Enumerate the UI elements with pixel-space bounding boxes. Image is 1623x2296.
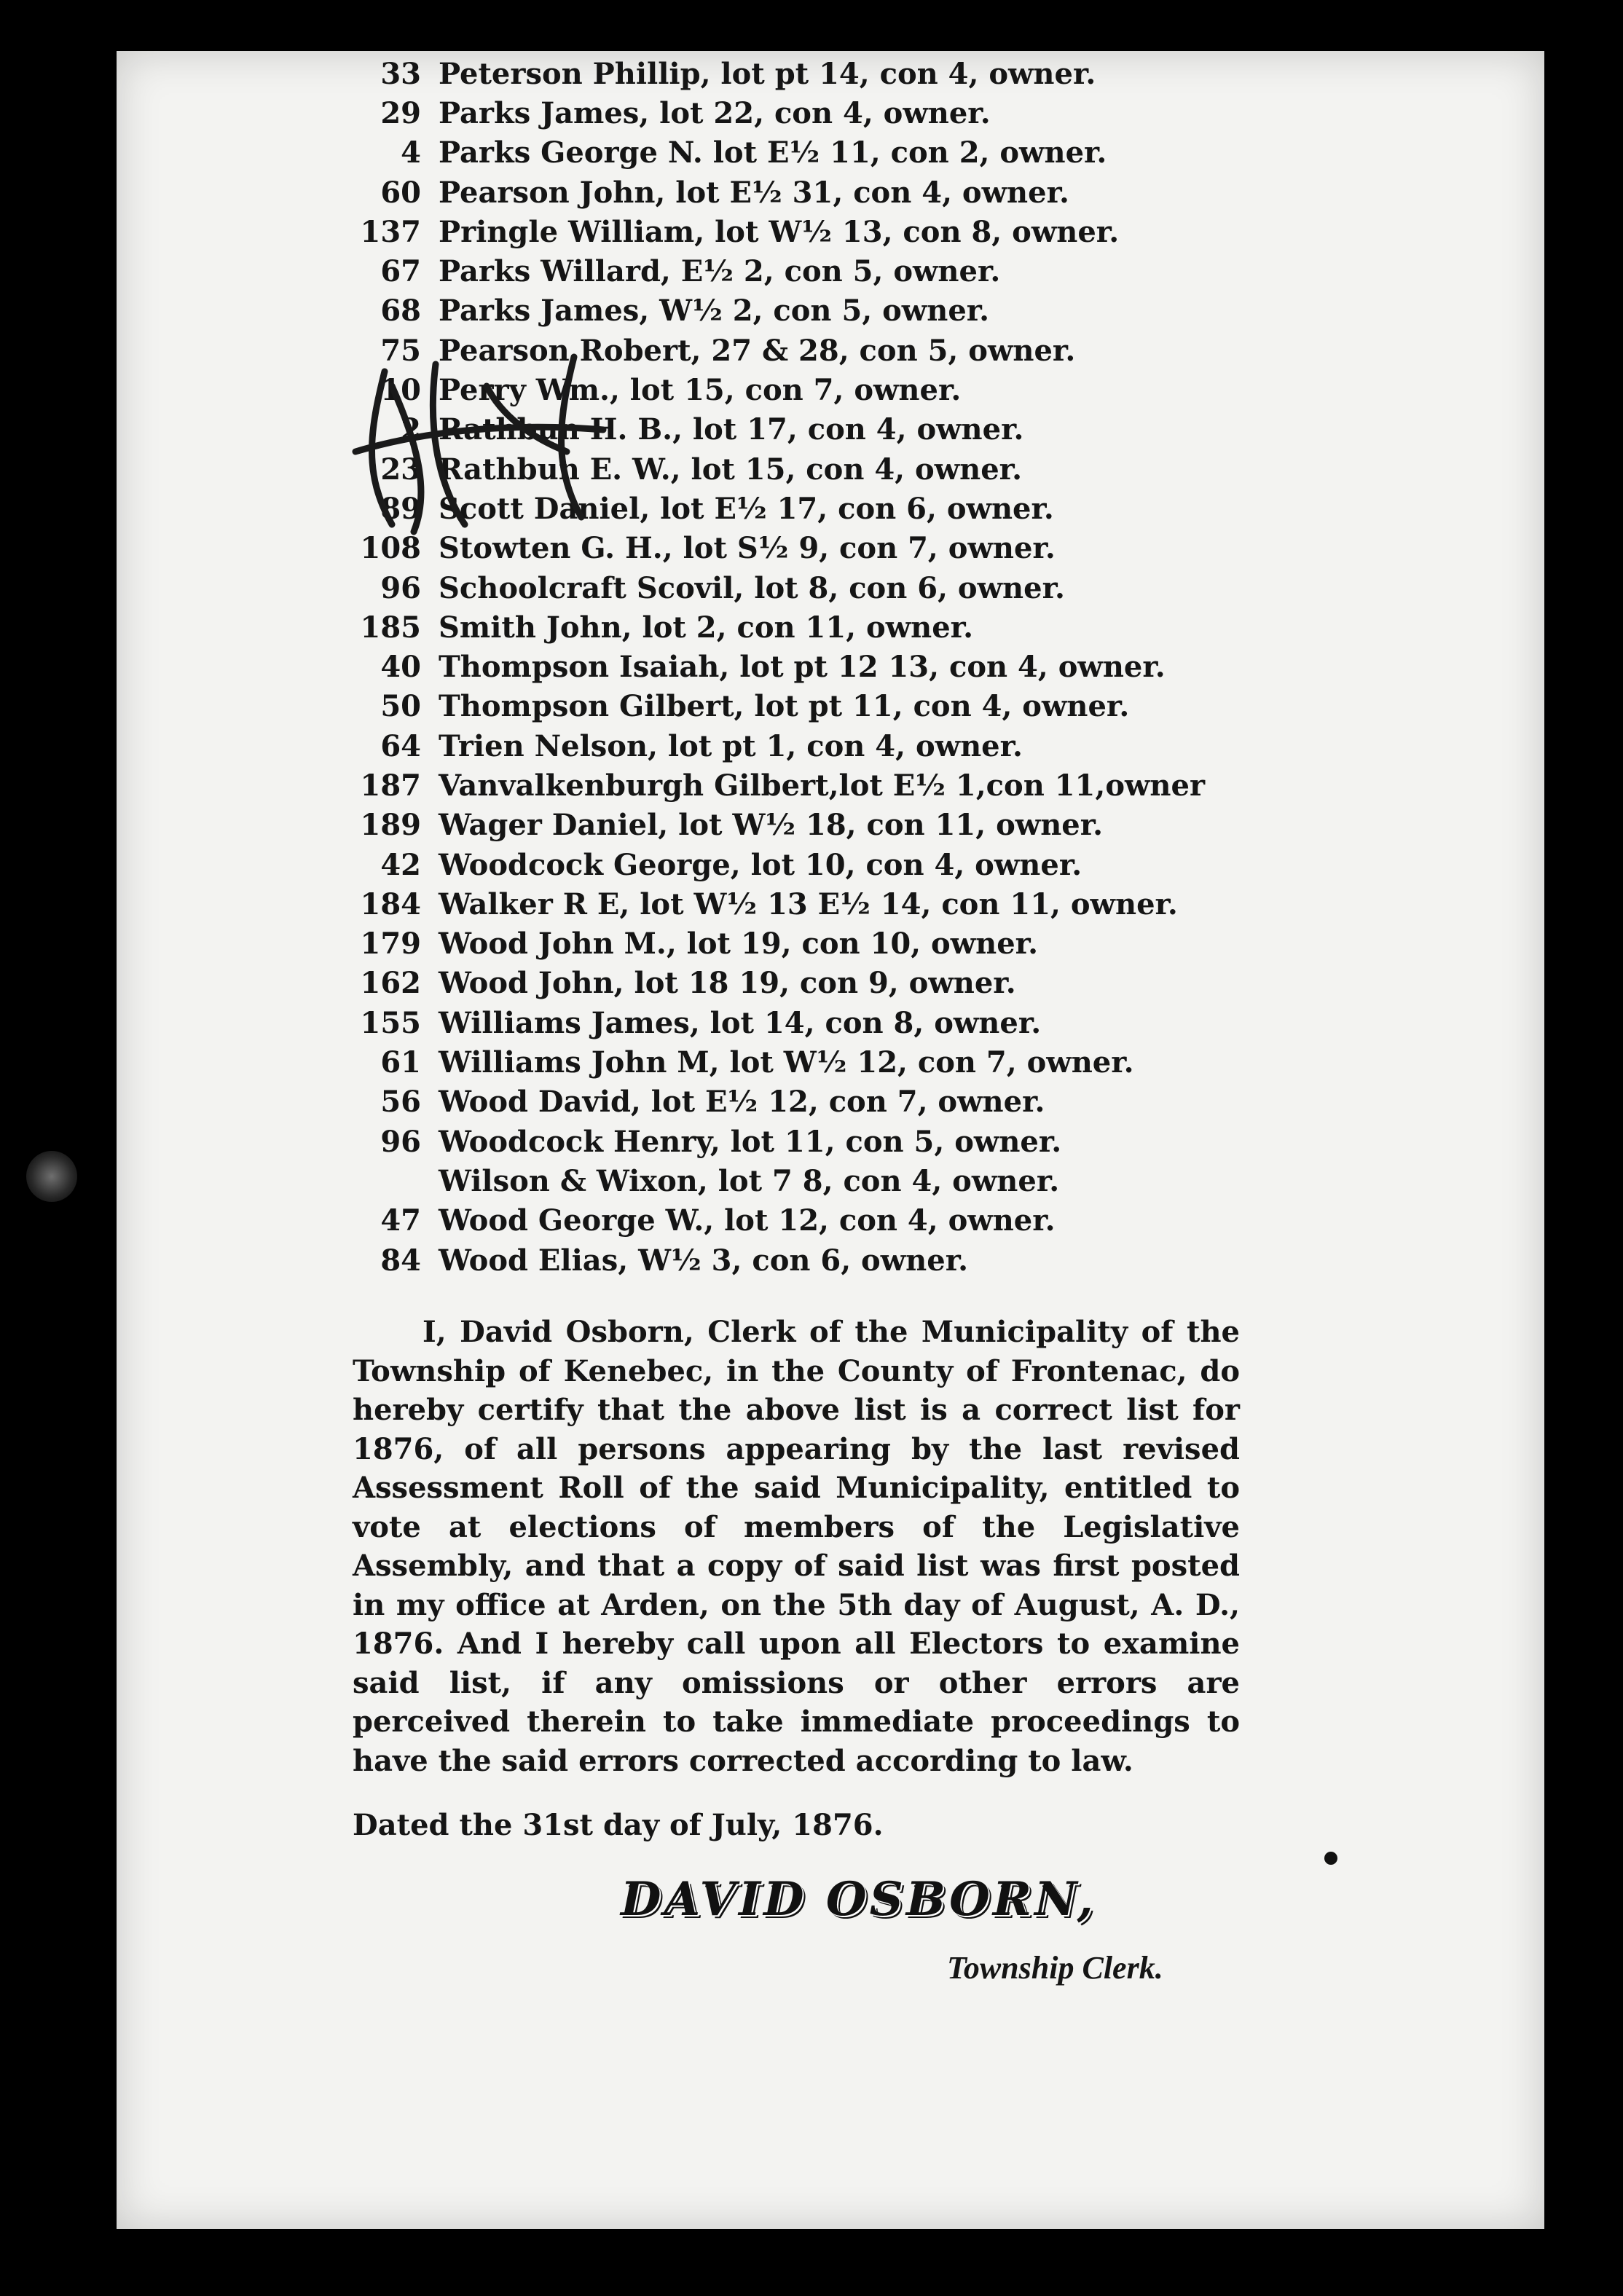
list-item [335, 251, 1282, 291]
entry-number: 50 [380, 689, 421, 724]
entry-number: 185 [360, 610, 421, 645]
entry-text: Parks James, lot 22, con 4, owner. [439, 95, 991, 130]
list-item [335, 647, 1282, 686]
entry-number: 60 [380, 175, 421, 210]
entry-number: 96 [380, 570, 421, 605]
clerk-title: Township Clerk. [947, 1950, 1163, 1986]
entry-number: 64 [380, 728, 421, 763]
entry-number: 184 [360, 886, 421, 921]
entry-text: Walker R E, lot W½ 13 E½ 14, con 11, owner. [439, 886, 1178, 921]
entry-number: 189 [360, 808, 421, 843]
entry-number: 162 [360, 966, 421, 1001]
entry-text: Smith John, lot 2, con 11, owner. [439, 610, 974, 645]
entry-text: Rathbun E. W., lot 15, con 4, owner. [439, 452, 1022, 487]
list-item [335, 291, 1282, 331]
list-item [335, 1201, 1282, 1241]
entry-text: Rathbun H. B., lot 17, con 4, owner. [439, 412, 1024, 447]
entry-text: Parks James, W½ 2, con 5, owner. [439, 294, 990, 329]
entry-text: Thompson Isaiah, lot pt 12 13, con 4, owner. [439, 650, 1166, 685]
date-line: Dated the 31st day of July, 1876. [353, 1808, 884, 1842]
entry-number: 96 [380, 1124, 421, 1159]
entry-text: Woodcock Henry, lot 11, con 5, owner. [439, 1124, 1062, 1159]
entry-number: 67 [380, 254, 421, 289]
entry-text: Thompson Gilbert, lot pt 11, con 4, owner. [439, 689, 1130, 724]
entry-text: Wood John, lot 18 19, con 9, owner. [439, 966, 1016, 1001]
entry-number: 187 [360, 768, 421, 803]
entry-number: 155 [360, 1005, 421, 1040]
entry-text: Williams John M, lot W½ 12, con 7, owner. [439, 1045, 1134, 1080]
entry-number: 4 [401, 135, 421, 170]
entry-text: Vanvalkenburgh Gilbert,lot E½ 1,con 11,owner [439, 768, 1206, 803]
entry-text: Pearson John, lot E½ 31, con 4, owner. [439, 175, 1069, 210]
entry-number: 84 [380, 1243, 421, 1278]
entry-number: 47 [380, 1203, 421, 1238]
list-item [335, 726, 1282, 766]
entry-number: 61 [380, 1045, 421, 1080]
list-item [335, 1122, 1282, 1161]
entry-text: Perry Wm., lot 15, con 7, owner. [439, 373, 962, 408]
voter-list [335, 54, 1282, 1280]
entry-number: 108 [360, 531, 421, 566]
entry-number: 10 [380, 373, 421, 408]
entry-text: Wood Elias, W½ 3, con 6, owner. [439, 1243, 969, 1278]
entry-text: Stowten G. H., lot S½ 9, con 7, owner. [439, 531, 1056, 566]
entry-text: Woodcock George, lot 10, con 4, owner. [439, 847, 1082, 882]
handwritten-mark [341, 342, 734, 546]
entry-text: Wood John M., lot 19, con 10, owner. [439, 927, 1038, 962]
entry-number: 56 [380, 1085, 421, 1120]
scan-artifact [26, 1151, 77, 1202]
clerk-signature: DAVID OSBORN, [621, 1872, 1096, 1927]
list-item [335, 93, 1282, 133]
list-item [335, 845, 1282, 884]
entry-text: Pringle William, lot W½ 13, con 8, owner. [439, 214, 1120, 249]
entry-text: Parks George N. lot E½ 11, con 2, owner. [439, 135, 1107, 170]
list-item [335, 1241, 1282, 1280]
entry-number: 29 [380, 95, 421, 130]
entry-number: 42 [380, 847, 421, 882]
list-item [335, 687, 1282, 726]
entry-text: Wager Daniel, lot W½ 18, con 11, owner. [439, 808, 1104, 843]
list-item [335, 54, 1282, 93]
clerk-certificate: I, David Osborn, Clerk of the Municipality of the Township of Kenebec, in the County of Frontenac, do hereby certify that the above list is a correct list for 1876, of all persons appearing by the last revised Assessment Roll of the said Municipality, entitled to vote at elections of members of the Legislative Assembly, and that a copy of said list was first posted in my office at Arden, on the 5th day of August, A. D., 1876. And I hereby call upon all Electors to examine said list, if any omissions or other errors are perceived therein to take immediate proceedings to have the said errors corrected according to law. [353, 1315, 1240, 1778]
entry-text: Wood David, lot E½ 12, con 7, owner. [439, 1085, 1045, 1120]
list-item [335, 1082, 1282, 1122]
list-item [335, 964, 1282, 1003]
list-item [335, 806, 1282, 845]
ink-spot [1324, 1852, 1337, 1865]
entry-number: 2 [401, 412, 421, 447]
entry-number: 68 [380, 294, 421, 329]
list-item [335, 1003, 1282, 1042]
entry-text: Parks Willard, E½ 2, con 5, owner. [439, 254, 1001, 289]
entry-text: Schoolcraft Scovil, lot 8, con 6, owner. [439, 570, 1065, 605]
entry-number: 89 [380, 491, 421, 526]
entry-text: Pearson Robert, 27 & 28, con 5, owner. [439, 333, 1076, 368]
list-item [335, 173, 1282, 212]
list-item [335, 212, 1282, 251]
entry-text: Williams James, lot 14, con 8, owner. [439, 1005, 1042, 1040]
entry-number: 33 [380, 56, 421, 91]
entry-text: Peterson Phillip, lot pt 14, con 4, owner. [439, 56, 1096, 91]
entry-text: Trien Nelson, lot pt 1, con 4, owner. [439, 728, 1023, 763]
entry-number: 40 [380, 650, 421, 685]
entry-text: Wilson & Wixon, lot 7 8, con 4, owner. [439, 1163, 1060, 1198]
list-item [335, 766, 1282, 805]
entry-number: 23 [380, 452, 421, 487]
entry-text: Wood George W., lot 12, con 4, owner. [439, 1203, 1056, 1238]
list-item [335, 608, 1282, 647]
list-item [335, 924, 1282, 964]
entry-number: 137 [360, 214, 421, 249]
list-item [335, 568, 1282, 608]
entry-text: Scott Daniel, lot E½ 17, con 6, owner. [439, 491, 1054, 526]
list-item [335, 1161, 1282, 1200]
entry-number: 75 [380, 333, 421, 368]
list-item [335, 884, 1282, 924]
list-item [335, 1042, 1282, 1082]
list-item [335, 133, 1282, 173]
entry-number: 179 [360, 927, 421, 962]
scan-border-top [0, 0, 1623, 52]
